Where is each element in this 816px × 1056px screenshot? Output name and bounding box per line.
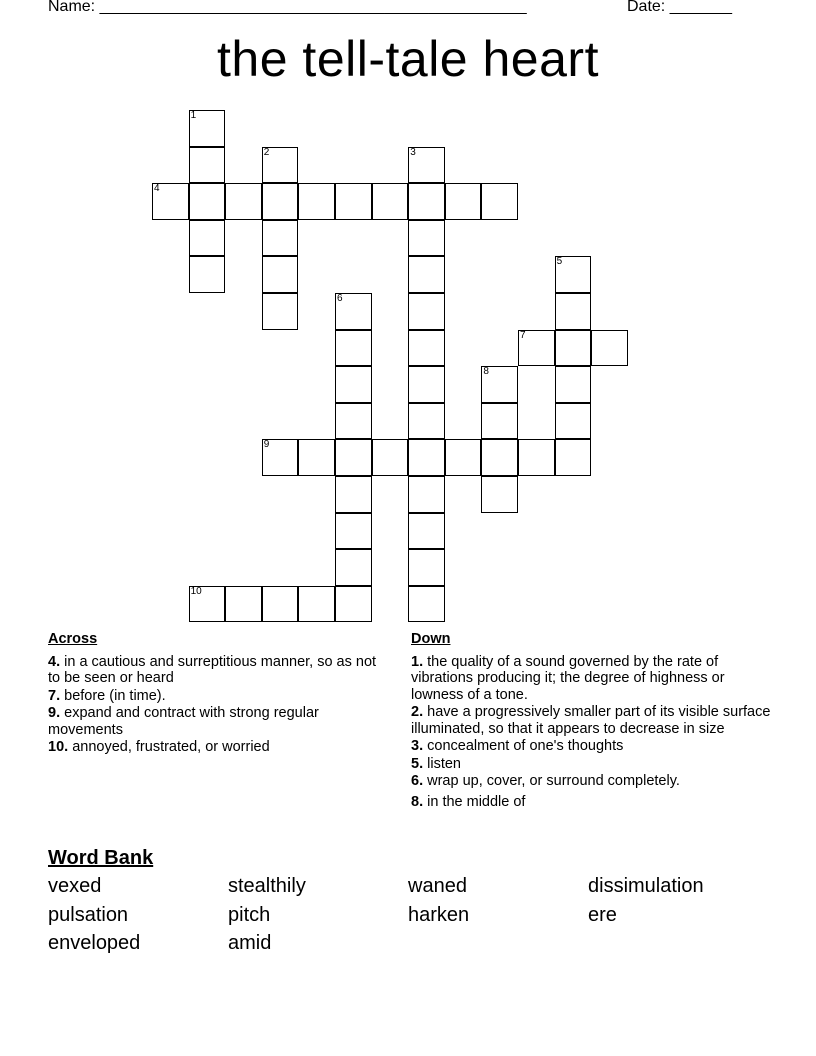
clue-number-label: 1 xyxy=(190,110,197,121)
grid-cell[interactable] xyxy=(189,183,226,220)
grid-cell[interactable] xyxy=(408,513,445,550)
grid-cell[interactable] xyxy=(481,183,518,220)
clue-number: 2. xyxy=(411,704,424,720)
word-bank-item: amid xyxy=(228,932,272,954)
clue-text: expand and contract with strong regular movements xyxy=(48,705,319,738)
grid-cell[interactable] xyxy=(335,549,372,586)
clue-down-2 xyxy=(411,704,771,737)
grid-cell[interactable] xyxy=(189,147,226,184)
word-bank-item: pulsation xyxy=(48,903,129,926)
grid-cell[interactable] xyxy=(335,439,372,476)
page-title: the tell-tale heart xyxy=(217,31,599,87)
grid-cell[interactable] xyxy=(189,110,226,147)
clue-text: the quality of a sound governed by the rate of vibrations producing it; the degree of highness or lowness of a tone. xyxy=(411,653,725,703)
grid-cell[interactable] xyxy=(408,256,445,293)
clue-number-label: 6 xyxy=(337,293,343,304)
clue-number-label: 3 xyxy=(410,146,416,158)
grid-cell[interactable] xyxy=(408,439,445,476)
clue-number-label: 4 xyxy=(154,183,160,195)
clue-down-3 xyxy=(411,738,771,755)
grid-cell[interactable] xyxy=(335,476,372,513)
clue-number: 8. xyxy=(411,793,424,810)
clue-text: wrap up, cover, or surround completely. xyxy=(427,773,680,789)
grid-cell[interactable] xyxy=(189,586,226,623)
grid-cell[interactable] xyxy=(262,220,299,257)
grid-cell[interactable] xyxy=(481,366,518,403)
grid-cell[interactable] xyxy=(335,183,372,220)
grid-cell[interactable] xyxy=(481,403,518,440)
word-bank-item: stealthily xyxy=(228,875,306,897)
clue-text: have a progressively smaller part of its visible surface illuminated, so that it appears to decrease in size xyxy=(411,704,771,737)
grid-cell[interactable] xyxy=(298,586,335,623)
clue-number-label: 8 xyxy=(483,366,489,378)
grid-cell[interactable] xyxy=(408,330,445,367)
word-bank-item: waned xyxy=(408,875,467,897)
grid-cell[interactable] xyxy=(335,293,372,330)
grid-cell[interactable] xyxy=(408,586,445,623)
grid-cell[interactable] xyxy=(262,183,299,220)
date-field[interactable]: Date: _______ xyxy=(627,0,732,15)
grid-cell[interactable] xyxy=(408,549,445,586)
grid-cell[interactable] xyxy=(262,256,299,293)
clue-number-label: 2 xyxy=(263,146,270,158)
grid-cell[interactable] xyxy=(518,439,555,476)
grid-cell[interactable] xyxy=(262,147,299,184)
clue-across-4 xyxy=(48,654,388,687)
word-bank-item: ere xyxy=(588,903,617,926)
grid-cell[interactable] xyxy=(445,183,482,220)
across-heading: Across xyxy=(48,631,98,647)
grid-cell[interactable] xyxy=(481,476,518,513)
grid-cell[interactable] xyxy=(225,183,262,220)
grid-cell[interactable] xyxy=(481,439,518,476)
clue-number-label: 10 xyxy=(190,585,202,597)
grid-cell[interactable] xyxy=(335,330,372,367)
clue-number-label: 5 xyxy=(556,256,563,268)
clue-number: 9. xyxy=(48,705,61,721)
grid-cell[interactable] xyxy=(518,330,555,367)
clue-number: 1. xyxy=(411,653,424,670)
grid-cell[interactable] xyxy=(591,330,628,367)
grid-cell[interactable] xyxy=(555,403,592,440)
grid-cell[interactable] xyxy=(335,586,372,623)
grid-cell[interactable] xyxy=(298,439,335,476)
clue-down-8 xyxy=(411,794,771,811)
clue-number: 5. xyxy=(411,755,424,772)
clue-text: in a cautious and surreptitious manner, so as not to be seen or heard xyxy=(48,653,377,686)
clue-text: in the middle of xyxy=(427,793,526,810)
grid-cell[interactable] xyxy=(555,256,592,293)
grid-cell[interactable] xyxy=(262,293,299,330)
clue-across-7 xyxy=(48,688,388,705)
down-heading: Down xyxy=(411,631,451,647)
clue-text: listen xyxy=(427,755,461,772)
grid-cell[interactable] xyxy=(408,183,445,220)
grid-cell[interactable] xyxy=(152,183,189,220)
grid-cell[interactable] xyxy=(335,366,372,403)
clue-number-label: 9 xyxy=(263,439,270,451)
grid-cell[interactable] xyxy=(408,293,445,330)
clue-number-label: 7 xyxy=(520,329,526,341)
down-clues xyxy=(411,631,771,811)
grid-cell[interactable] xyxy=(335,403,372,440)
grid-cell[interactable] xyxy=(555,293,592,330)
grid-cell[interactable] xyxy=(225,586,262,623)
clue-across-10 xyxy=(48,739,388,756)
grid-cell[interactable] xyxy=(298,183,335,220)
across-clues xyxy=(48,631,388,757)
grid-cell[interactable] xyxy=(372,183,409,220)
clue-down-6 xyxy=(411,773,771,790)
grid-cell[interactable] xyxy=(262,586,299,623)
grid-cell[interactable] xyxy=(555,439,592,476)
grid-cell[interactable] xyxy=(408,403,445,440)
grid-cell[interactable] xyxy=(372,439,409,476)
word-bank-item: enveloped xyxy=(48,932,141,954)
word-bank xyxy=(48,846,768,958)
word-bank-heading: Word Bank xyxy=(48,847,154,869)
word-bank-list xyxy=(48,872,768,958)
grid-cell[interactable] xyxy=(408,147,445,184)
word-bank-item: pitch xyxy=(228,903,271,926)
grid-cell[interactable] xyxy=(408,366,445,403)
grid-cell[interactable] xyxy=(408,220,445,257)
clue-text: annoyed, frustrated, or worried xyxy=(72,739,270,755)
grid-cell[interactable] xyxy=(555,330,592,367)
grid-cell[interactable] xyxy=(189,220,226,257)
clue-number: 3. xyxy=(411,738,424,754)
clue-number: 10. xyxy=(48,739,69,755)
clue-number: 7. xyxy=(48,687,61,704)
word-bank-item: dissimulation xyxy=(588,875,704,897)
grid-cell[interactable] xyxy=(335,513,372,550)
grid-cell[interactable] xyxy=(189,256,226,293)
clue-text: before (in time). xyxy=(64,687,166,704)
clue-down-1 xyxy=(411,654,771,704)
clue-number: 6. xyxy=(411,773,424,789)
clue-number: 4. xyxy=(48,653,61,670)
clue-text: concealment of one's thoughts xyxy=(427,738,624,754)
word-bank-item: harken xyxy=(408,903,470,926)
grid-cell[interactable] xyxy=(445,439,482,476)
clue-across-9 xyxy=(48,705,388,738)
clue-down-5 xyxy=(411,756,771,773)
grid-cell[interactable] xyxy=(555,366,592,403)
name-field[interactable]: Name: ________________________________________________ xyxy=(48,0,527,15)
word-bank-item: vexed xyxy=(48,875,102,897)
grid-cell[interactable] xyxy=(408,476,445,513)
grid-cell[interactable] xyxy=(262,439,299,476)
